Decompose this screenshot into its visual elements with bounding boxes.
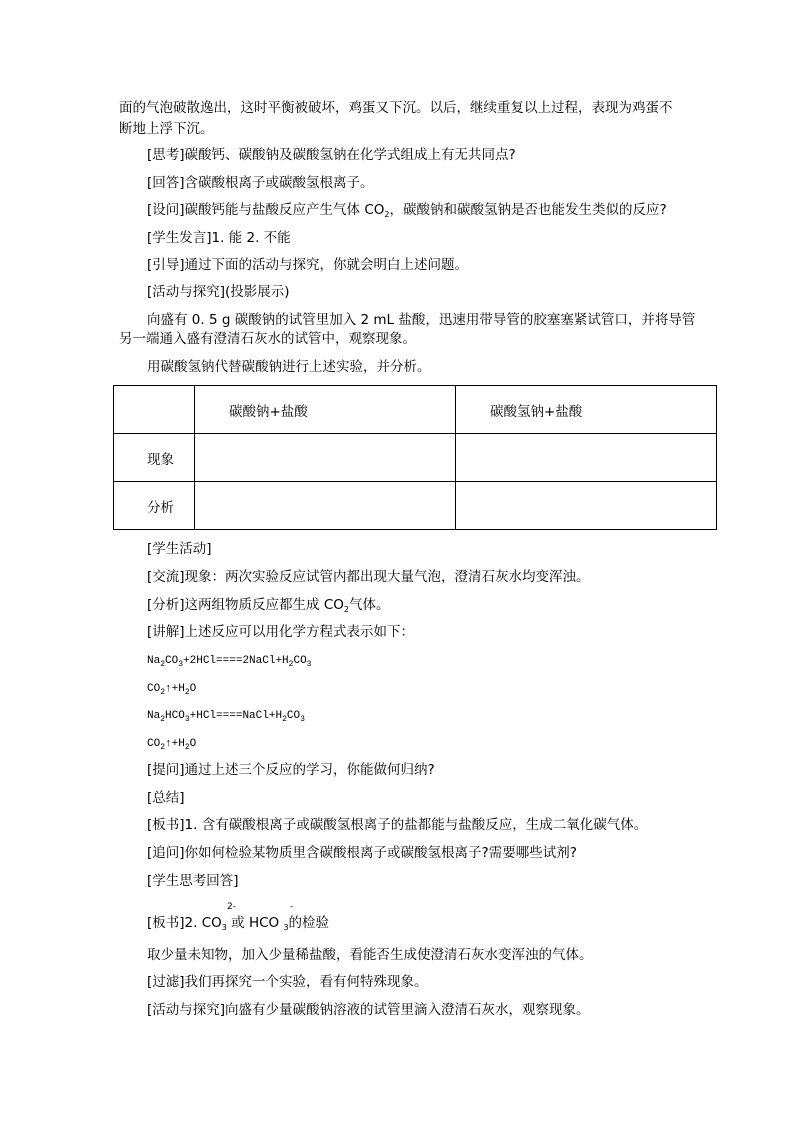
superscript-charge: 2- [227, 902, 236, 912]
subscript: 3 [221, 923, 227, 932]
paragraph-line: [活动与探究]向盛有少量碳酸钠溶液的试管里滴入澄清石灰水，观察现象。 [147, 1002, 590, 1018]
subscript: 2 [160, 688, 166, 697]
table-cell [456, 434, 717, 482]
paragraph-line: 面的气泡破散逸出，这时平衡被破坏，鸡蛋又下沉。以后，继续重复以上过程，表现为鸡蛋不 [119, 100, 673, 116]
text: CO [293, 655, 307, 667]
equation-line [147, 680, 196, 698]
subscript: 2 [184, 743, 190, 752]
text: CO [147, 738, 161, 750]
paragraph-line [147, 201, 667, 219]
paragraph-line: [总结] [147, 790, 185, 806]
paragraph-line: [学生活动] [147, 541, 212, 557]
text: ，碳酸钠和碳酸氢钠是否也能发生类似的反应? [389, 202, 667, 218]
subscript: 2 [160, 743, 166, 752]
subscript: 3 [300, 715, 305, 724]
table-header-cell: 碳酸氢钠+盐酸 [456, 386, 717, 434]
text: [板书]2. CO [147, 915, 222, 931]
paragraph-line: 取少量未知物，加入少量稀盐酸，看能否生成使澄清石灰水变浑浊的气体。 [147, 947, 593, 963]
table-cell [456, 482, 717, 530]
subscript: 2 [282, 715, 287, 724]
text: 的检验 [288, 915, 330, 931]
text: [设问]碳酸钙能与盐酸反应产生气体 CO [147, 202, 385, 218]
paragraph-line: [过滤]我们再探究一个实验，看有何特殊现象。 [147, 974, 428, 990]
paragraph-line: [学生发言]1. 能 2. 不能 [147, 230, 291, 246]
subscript: 3 [306, 660, 312, 669]
table-row-label: 现象 [114, 434, 195, 482]
subscript: 3 [184, 715, 190, 724]
text: ↑+H [165, 683, 185, 695]
text: ↑+H [165, 738, 185, 750]
paragraph-line: [回答]含碳酸根离子或碳酸氢根离子。 [147, 175, 374, 191]
paragraph-line: 用碳酸氢钠代替碳酸钠进行上述实验，并分析。 [147, 359, 431, 375]
text: CO [147, 683, 161, 695]
experiment-table [113, 385, 717, 530]
subscript: 2 [343, 605, 349, 614]
equation-line [147, 652, 311, 670]
equation-line [147, 735, 196, 753]
text: Na [147, 710, 161, 722]
text: [分析]这两组物质反应都生成 CO [147, 597, 344, 613]
paragraph-line: [学生思考回答] [147, 873, 239, 889]
subscript: 2 [384, 210, 390, 219]
text: Na [147, 655, 161, 667]
subscript: 2 [160, 715, 166, 724]
text: 或 HCO [226, 915, 284, 931]
table-header-empty [114, 386, 195, 434]
paragraph-line: 另一端通入盛有澄清石灰水的试管中，观察现象。 [119, 331, 416, 347]
text: CO [165, 655, 179, 667]
table-cell [195, 482, 456, 530]
table-cell [195, 434, 456, 482]
subscript: 2 [160, 660, 166, 669]
paragraph-line [147, 596, 389, 614]
paragraph-line: [追问]你如何检验某物质里含碳酸根离子或碳酸氢根离子?需要哪些试剂? [147, 845, 577, 861]
paragraph-line [147, 914, 329, 932]
paragraph-line: [提问]通过上述三个反应的学习，你能做何归纳? [147, 762, 435, 778]
text: HCO [165, 710, 185, 722]
text: CO [286, 710, 301, 722]
paragraph-line: [交流]现象：两次实验反应试管内都出现大量气泡，澄清石灰水均变浑浊。 [147, 569, 590, 585]
table-row-label: 分析 [114, 482, 195, 530]
subscript: 3 [178, 660, 184, 669]
text: 气体。 [348, 597, 390, 613]
text: O [189, 738, 197, 750]
superscript-charge: - [290, 902, 294, 912]
paragraph-line: [板书]1. 含有碳酸根离子或碳酸氢根离子的盐都能与盐酸反应，生成二氧化碳气体。 [147, 817, 648, 833]
equation-line [147, 707, 305, 725]
paragraph-line: [活动与探究](投影展示) [147, 284, 290, 300]
paragraph-line: [引导]通过下面的活动与探究，你就会明白上述问题。 [147, 257, 469, 273]
paragraph-line: [讲解]上述反应可以用化学方程式表示如下： [147, 624, 415, 640]
text: +HCl====NaCl+H [189, 710, 283, 722]
table-header-cell: 碳酸钠+盐酸 [195, 386, 456, 434]
subscript: 2 [288, 660, 294, 669]
text: O [189, 683, 197, 695]
paragraph-line: 断地上浮下沉。 [119, 121, 214, 137]
paragraph-line: [思考]碳酸钙、碳酸钠及碳酸氢钠在化学式组成上有无共同点? [147, 147, 516, 163]
paragraph-line: 向盛有 0. 5 g 碳酸钠的试管里加入 2 mL 盐酸，迅速用带导管的胶塞塞紧试管口，并将导管 [147, 312, 696, 328]
subscript: 3 [283, 923, 289, 932]
text: +2HCl====2NaCl+H [183, 655, 289, 667]
subscript: 2 [184, 688, 190, 697]
